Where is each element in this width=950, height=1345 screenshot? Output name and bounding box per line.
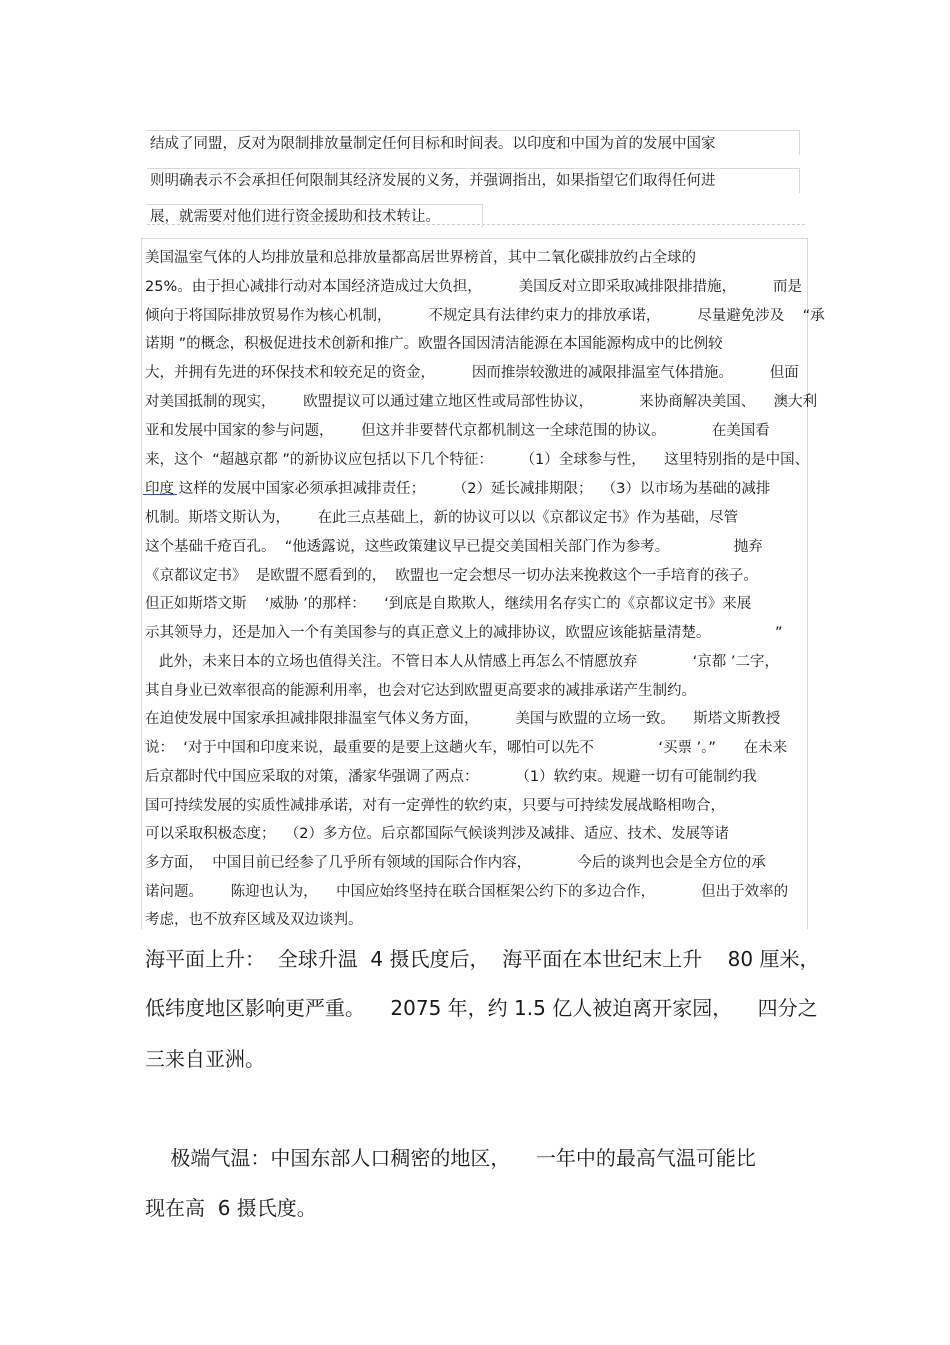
- middle-paragraph-line: 25%。由于担心减排行动对本国经济造成过大负担， 美国反对立即采取减排限排措施， 而是: [145, 279, 802, 295]
- middle-paragraph-line: 后京都时代中国应采取的对策，潘家华强调了两点： （1）软约束。规避一切有可能制约我: [145, 769, 757, 785]
- middle-paragraph-line: 但正如斯塔文斯 ‘威胁 ’的那样： ‘到底是自欺欺人，继续用名存实亡的《京都议定书》来展: [145, 596, 752, 612]
- text-underline: [143, 494, 177, 495]
- middle-paragraph-line: 说： ‘对于中国和印度来说，最重要的是要上这趟火车，哪怕可以先不 ‘买票 ’。” 在未来: [145, 740, 788, 756]
- bottom-paragraph-line: 现在高 6 摄氏度。: [145, 1196, 317, 1220]
- middle-paragraph-line: 此外，未来日本的立场也值得关注。不管日本人从情感上再怎么不情愿放弃 ‘京都 ’二字，: [145, 654, 779, 670]
- middle-paragraph-line: 机制。斯塔文斯认为， 在此三点基础上，新的协议可以以《京都议定书》作为基础，尽管: [145, 510, 739, 526]
- middle-paragraph-line: 其自身业已效率很高的能源利用率，也会对它达到欧盟更高要求的减排承诺产生制约。: [145, 683, 696, 699]
- bottom-paragraph-line: 低纬度地区影响更严重。 2075 年，约 1.5 亿人被迫离开家园， 四分之: [145, 996, 818, 1020]
- middle-paragraph-line: 亚和发展中国家的参与问题， 但这并非要替代京都机制这一全球范围的协议。 在美国看: [145, 423, 770, 439]
- middle-paragraph-line: 国可持续发展的实质性减排承诺，对有一定弹性的软约束，只要与可持续发展战略相吻合，: [145, 798, 725, 814]
- bottom-paragraph-line: 三来自亚洲。: [145, 1047, 265, 1071]
- middle-paragraph-line: 考虑，也不放弃区域及双边谈判。: [145, 912, 363, 928]
- bottom-paragraph-line: 极端气温：中国东部人口稠密的地区， 一年中的最高气温可能比: [145, 1146, 756, 1170]
- middle-paragraph-line: 诺期 ”的概念，积极促进技术创新和推广。欧盟各国因清洁能源在本国能源构成中的比例较: [145, 336, 723, 352]
- top-paragraph-line: 结成了同盟，反对为限制排放量制定任何目标和时间表。以印度和中国为首的发展中国家: [150, 136, 716, 152]
- top-paragraph-line: 则明确表示不会承担任何限制其经济发展的义务，并强调指出，如果指望它们取得任何进: [150, 173, 716, 189]
- middle-paragraph-line: 对美国抵制的现实， 欧盟提议可以通过建立地区性或局部性协议， 来协商解决美国、 澳大利: [145, 394, 818, 410]
- middle-paragraph-line: 可以采取积极态度； （2）多方位。后京都国际气候谈判涉及减排、适应、技术、发展等诸: [145, 826, 729, 842]
- middle-paragraph-line: 这个基础千疮百孔。 “他透露说，这些政策建议早已提交美国相关部门作为参考。 抛弃: [145, 539, 763, 555]
- middle-paragraph-line: 诺问题。 陈迎也认为， 中国应始终坚持在联合国框架公约下的多边合作， 但出于效率的: [145, 884, 789, 900]
- middle-paragraph-line: 示其领导力，还是加入一个有美国参与的真正意义上的减排协议，欧盟应该能掂量清楚。 ”: [145, 625, 783, 641]
- middle-paragraph-line: 美国温室气体的人均排放量和总排放量都高居世界榜首，其中二氧化碳排放约占全球的: [145, 250, 696, 266]
- bottom-paragraph-line: 海平面上升： 全球升温 4 摄氏度后， 海平面在本世纪末上升 80 厘米，: [145, 947, 820, 971]
- middle-paragraph-line: 印度 这样的发展中国家必须承担减排责任； （2）延长减排期限； （3）以市场为基础的减排: [145, 481, 771, 497]
- middle-paragraph-line: 来，这个 “超越京都 ”的新协议应包括以下几个特征： （1）全球参与性， 这里特别指的是中国、: [145, 452, 810, 468]
- middle-paragraph-line: 在迫使发展中国家承担减排限排温室气体义务方面， 美国与欧盟的立场一致。 斯塔文斯教授: [145, 711, 781, 727]
- middle-paragraph-line: 《京都议定书》 是欧盟不愿看到的， 欧盟也一定会想尽一切办法来挽救这个一手培育的孩子。: [145, 568, 758, 584]
- middle-paragraph-line: 多方面， 中国目前已经参了几乎所有领域的国际合作内容， 今后的谈判也会是全方位的承: [145, 855, 766, 871]
- middle-paragraph-line: 倾向于将国际排放贸易作为核心机制， 不规定具有法律约束力的排放承诺， 尽量避免涉及 “承: [145, 308, 825, 324]
- top-paragraph-line: 展，就需要对他们进行资金援助和技术转让。: [150, 209, 440, 225]
- middle-paragraph-line: 大，并拥有先进的环保技术和较充足的资金， 因而推崇较激进的减限排温室气体措施。 但面: [145, 365, 799, 381]
